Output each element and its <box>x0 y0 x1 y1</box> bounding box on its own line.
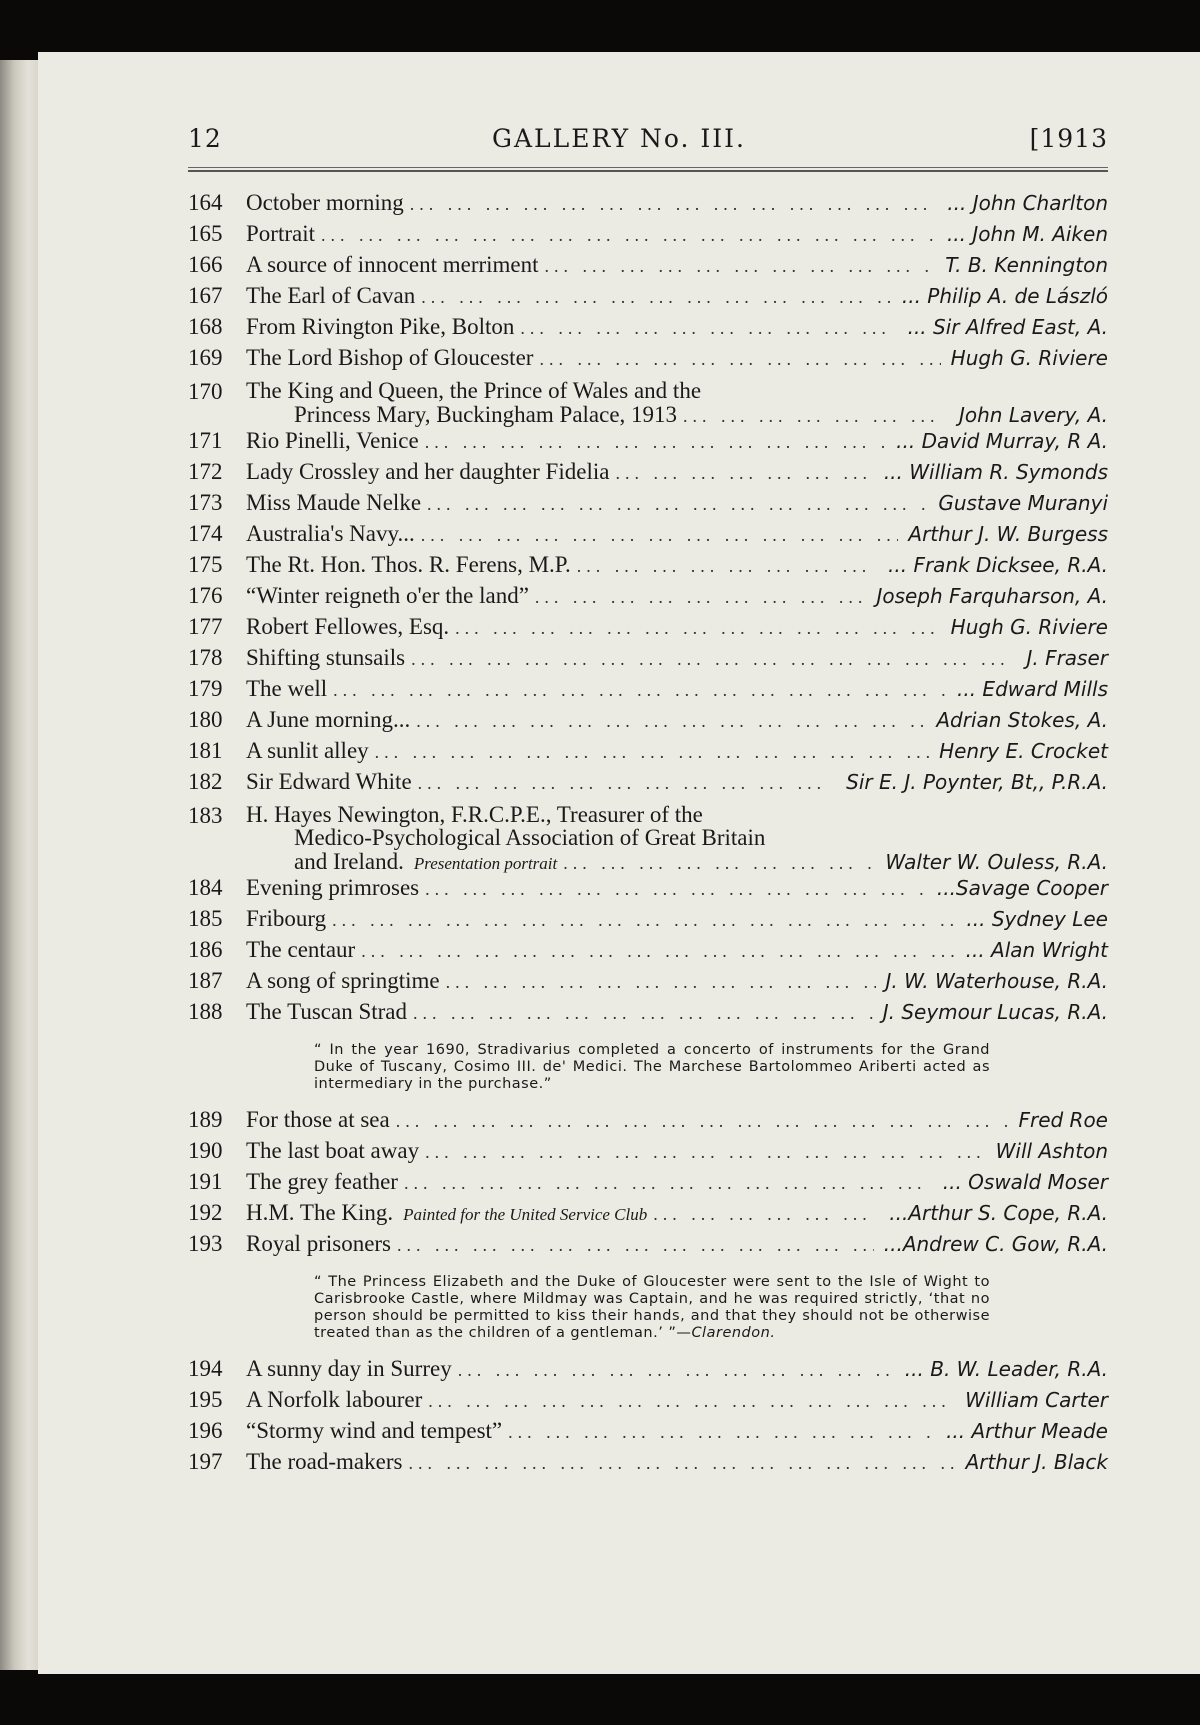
item-title: A sunny day in Surrey <box>246 1356 452 1381</box>
item-title: The Rt. Hon. Thos. R. Ferens, M.P. <box>246 552 571 577</box>
item-title: October morning <box>246 190 404 215</box>
item-number: 188 <box>188 999 223 1024</box>
item-note: Presentation portrait <box>413 854 558 873</box>
list-item <box>188 645 1108 676</box>
list-item <box>188 1356 1108 1387</box>
item-number: 180 <box>188 707 223 732</box>
item-artist: Arthur J. Black <box>965 1450 1108 1474</box>
item-number: 174 <box>188 521 223 546</box>
list-item <box>188 1231 1108 1262</box>
item-artist: T. B. Kennington <box>945 253 1108 277</box>
item-artist: Hugh G. Riviere <box>950 615 1108 639</box>
list-item <box>188 800 1108 875</box>
page-year: [1913 <box>1029 124 1108 153</box>
list-item <box>188 459 1108 490</box>
item-number: 166 <box>188 252 223 277</box>
item-title: Lady Crossley and her daughter Fidelia <box>246 459 610 484</box>
list-item <box>188 252 1108 283</box>
list-item <box>188 707 1108 738</box>
list-item <box>188 1418 1108 1449</box>
item-artist: ...Andrew C. Gow, R.A. <box>883 1232 1108 1256</box>
item-artist: Henry E. Crocket <box>939 739 1108 763</box>
quote-note: “ In the year 1690, Stradivarius completed a concerto of instruments for the Grand Duke of Tuscany, Cosimo III. de' Medici. The Marchese Bartolommeo Ariberti acted as intermediary in the purchase.” <box>314 1042 990 1092</box>
item-artist: ... Sydney Lee <box>966 907 1108 931</box>
item-title: H. Hayes Newington, F.R.C.P.E., Treasurer of the <box>246 803 703 827</box>
item-title: The King and Queen, the Prince of Wales and the <box>246 379 702 403</box>
item-artist: Arthur J. W. Burgess <box>908 522 1108 546</box>
item-title: The last boat away <box>246 1138 420 1163</box>
item-number: 175 <box>188 552 223 577</box>
item-title: The road-makers <box>246 1449 403 1474</box>
item-number: 170 <box>188 379 223 404</box>
item-title: Portrait <box>246 221 315 246</box>
item-title: Australia's Navy... <box>246 521 415 546</box>
item-artist: Adrian Stokes, A. <box>936 708 1108 732</box>
item-number: 177 <box>188 614 223 639</box>
item-artist: ... John M. Aiken <box>946 222 1108 246</box>
item-number: 172 <box>188 459 223 484</box>
list-item <box>188 521 1108 552</box>
list-item <box>188 738 1108 769</box>
item-number: 193 <box>188 1231 223 1256</box>
list-item <box>188 769 1108 800</box>
item-title: H.M. The King. <box>246 1200 394 1225</box>
list-item <box>188 190 1108 221</box>
item-artist: ...Savage Cooper <box>936 876 1108 900</box>
item-title: For those at sea <box>246 1107 390 1132</box>
list-item <box>188 490 1108 521</box>
item-title: A Norfolk labourer <box>246 1387 423 1412</box>
item-artist: ... Philip A. de László <box>901 284 1108 308</box>
list-item <box>188 583 1108 614</box>
item-artist: ... Edward Mills <box>957 677 1108 701</box>
quote-note <box>314 1274 990 1342</box>
catalogue-list <box>188 190 1108 1480</box>
item-number: 167 <box>188 283 223 308</box>
list-item <box>188 1138 1108 1169</box>
item-artist: ... B. W. Leader, R.A. <box>904 1357 1108 1381</box>
list-item <box>188 937 1108 968</box>
header-rule <box>188 167 1108 172</box>
item-number: 182 <box>188 769 223 794</box>
item-title: Robert Fellowes, Esq. <box>246 614 450 639</box>
item-artist: Gustave Muranyi <box>938 491 1108 515</box>
item-artist: Hugh G. Riviere <box>950 346 1108 370</box>
item-title: “Winter reigneth o'er the land” <box>246 583 529 608</box>
list-item <box>188 428 1108 459</box>
page-number: 12 <box>188 124 222 153</box>
item-number: 178 <box>188 645 223 670</box>
item-artist: ... Oswald Moser <box>942 1170 1108 1194</box>
item-title: Miss Maude Nelke <box>246 490 422 515</box>
item-title: Fribourg <box>246 906 327 931</box>
item-title: The grey feather <box>246 1169 398 1194</box>
list-item <box>188 1449 1108 1480</box>
item-title: “Stormy wind and tempest” <box>246 1418 503 1443</box>
list-item <box>188 999 1108 1030</box>
item-title: Royal prisoners <box>246 1231 392 1256</box>
list-item <box>188 221 1108 252</box>
item-title: The Lord Bishop of Gloucester <box>246 345 534 370</box>
list-item <box>188 1387 1108 1418</box>
item-number: 185 <box>188 906 223 931</box>
item-number: 186 <box>188 937 223 962</box>
item-number: 187 <box>188 968 223 993</box>
item-title: Sir Edward White <box>246 769 412 794</box>
item-number: 165 <box>188 221 223 246</box>
item-title: Rio Pinelli, Venice <box>246 428 419 453</box>
item-title-cont: Princess Mary, Buckingham Palace, 1913 <box>294 402 678 427</box>
list-item <box>188 1169 1108 1200</box>
list-item <box>188 875 1108 906</box>
item-number: 192 <box>188 1200 223 1225</box>
item-number: 197 <box>188 1449 223 1474</box>
item-title: The Tuscan Strad <box>246 999 407 1024</box>
item-number: 171 <box>188 428 223 453</box>
item-number: 189 <box>188 1107 223 1132</box>
item-title-cont: and Ireland. <box>294 849 404 874</box>
item-artist: William Carter <box>965 1388 1108 1412</box>
item-artist: ... Arthur Meade <box>946 1419 1108 1443</box>
item-artist: ... Frank Dicksee, R.A. <box>888 553 1108 577</box>
list-item <box>188 314 1108 345</box>
item-artist: Fred Roe <box>1018 1108 1108 1132</box>
list-item <box>188 283 1108 314</box>
list-item <box>188 1107 1108 1138</box>
item-title: A June morning... <box>246 707 411 732</box>
item-artist: J. Seymour Lucas, R.A. <box>882 1000 1108 1024</box>
item-artist: J. Fraser <box>1026 646 1108 670</box>
page-header <box>38 124 1200 164</box>
item-number: 184 <box>188 875 223 900</box>
item-artist: ... Sir Alfred East, A. <box>907 315 1108 339</box>
item-number: 181 <box>188 738 223 763</box>
item-number: 183 <box>188 803 223 828</box>
item-number: 169 <box>188 345 223 370</box>
item-number: 191 <box>188 1169 223 1194</box>
item-title-cont: Medico-Psychological Association of Great Britain <box>294 825 766 850</box>
item-note: Painted for the United Service Club <box>403 1205 648 1224</box>
item-artist: Will Ashton <box>995 1139 1108 1163</box>
quote-text: “ The Princess Elizabeth and the Duke of Gloucester were sent to the Isle of Wight to Carisbrooke Castle, where Mildmay was Captain, and he was required strictly, ‘that no person should be permitted to kiss their hands, and that they should not be otherwise treated than as the children of a gentleman.’ ”— <box>314 1274 990 1341</box>
item-title: The Earl of Cavan <box>246 283 416 308</box>
list-item <box>188 376 1108 428</box>
item-number: 173 <box>188 490 223 515</box>
item-number: 179 <box>188 676 223 701</box>
item-title: A sunlit alley <box>246 738 369 763</box>
item-number: 195 <box>188 1387 223 1412</box>
item-artist: ... David Murray, R A. <box>896 429 1108 453</box>
item-artist: ... William R. Symonds <box>883 460 1108 484</box>
item-artist: Joseph Farquharson, A. <box>876 584 1108 608</box>
item-title: From Rivington Pike, Bolton <box>246 314 515 339</box>
list-item <box>188 906 1108 937</box>
item-artist: ... Alan Wright <box>965 938 1108 962</box>
item-artist: Sir E. J. Poynter, Bt,, P.R.A. <box>846 770 1108 794</box>
item-number: 164 <box>188 190 223 215</box>
page-title: GALLERY No. III. <box>492 124 746 153</box>
item-number: 168 <box>188 314 223 339</box>
item-number: 196 <box>188 1418 223 1443</box>
item-artist: J. W. Waterhouse, R.A. <box>885 969 1108 993</box>
item-title: The well <box>246 676 328 701</box>
item-artist: Walter W. Ouless, R.A. <box>885 850 1108 874</box>
list-item <box>188 614 1108 645</box>
list-item <box>188 676 1108 707</box>
item-artist: ... John Charlton <box>947 191 1108 215</box>
item-artist: ...Arthur S. Cope, R.A. <box>889 1201 1108 1225</box>
item-artist: John Lavery, A. <box>958 403 1108 427</box>
item-title: The centaur <box>246 937 356 962</box>
item-title: A song of springtime <box>246 968 440 993</box>
book-spine-edge <box>0 60 40 1670</box>
item-title: Shifting stunsails <box>246 645 406 670</box>
catalogue-page <box>38 52 1200 1674</box>
item-number: 190 <box>188 1138 223 1163</box>
item-title: A source of innocent merriment <box>246 252 539 277</box>
list-item <box>188 552 1108 583</box>
item-number: 194 <box>188 1356 223 1381</box>
list-item <box>188 1200 1108 1231</box>
list-item <box>188 345 1108 376</box>
item-number: 176 <box>188 583 223 608</box>
list-item <box>188 968 1108 999</box>
item-title: Evening primroses <box>246 875 420 900</box>
quote-citation: Clarendon. <box>691 1325 776 1341</box>
